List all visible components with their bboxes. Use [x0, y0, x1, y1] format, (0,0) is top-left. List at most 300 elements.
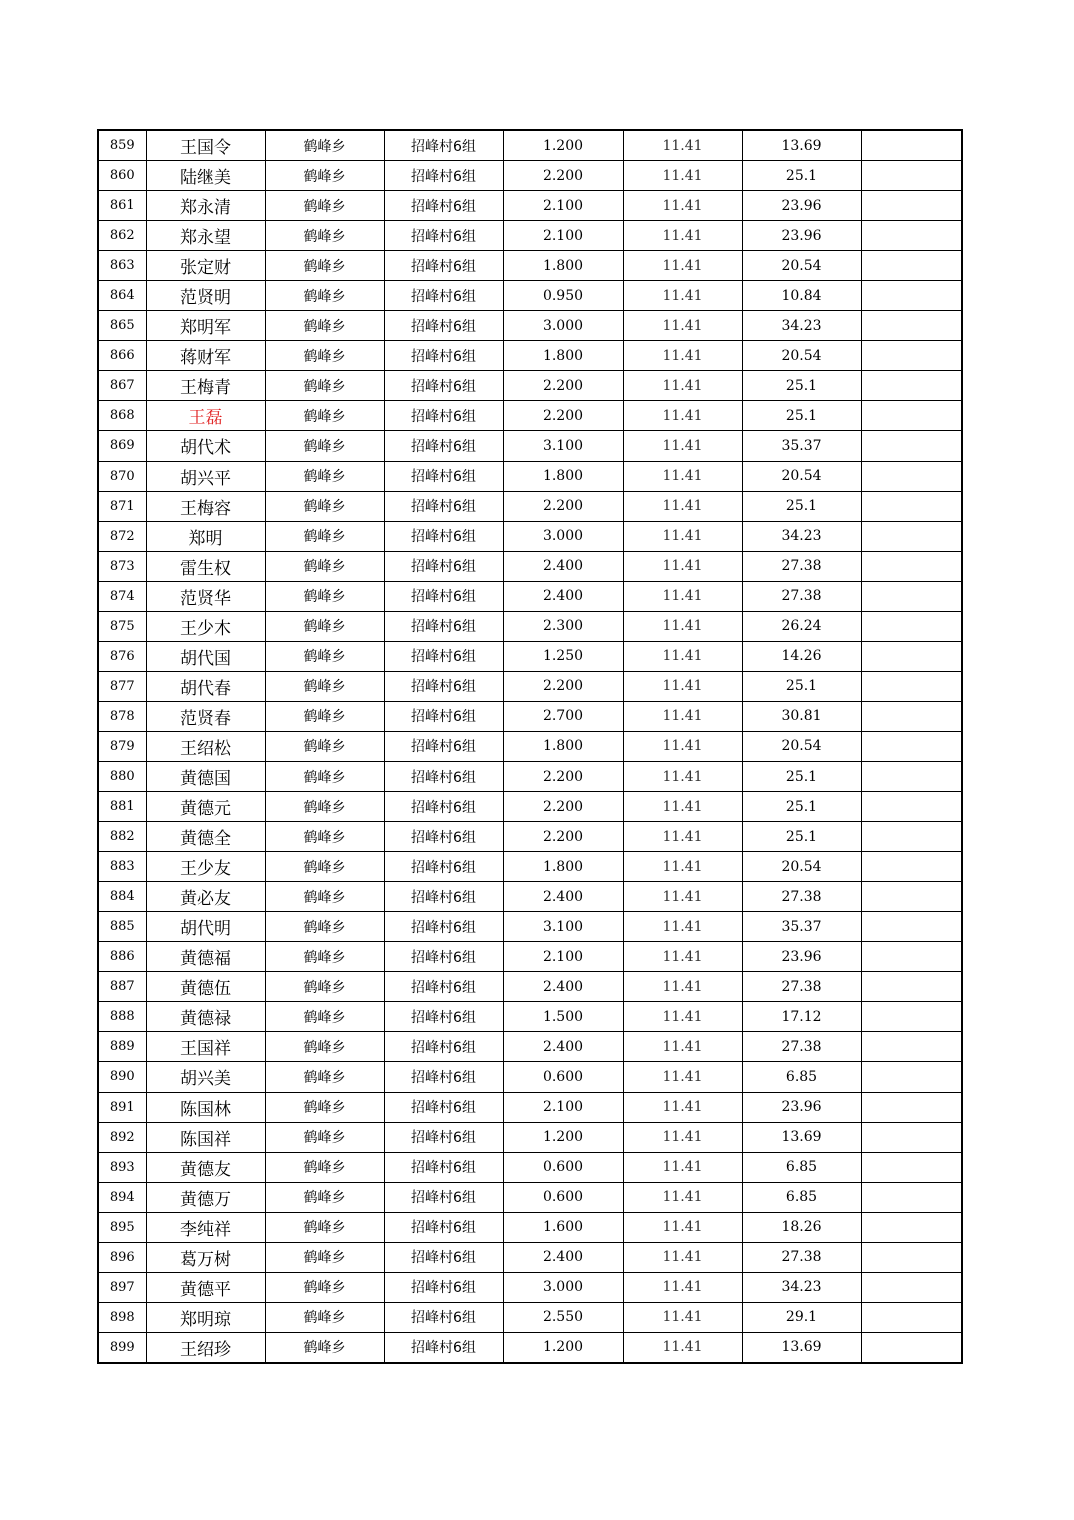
village-group-cell: 招峰村6组	[384, 581, 503, 611]
name-cell: 胡兴平	[146, 461, 265, 491]
name-cell: 郑明	[146, 521, 265, 551]
amount-cell: 34.23	[742, 1272, 861, 1302]
rate-cell: 11.41	[623, 130, 742, 161]
note-cell	[861, 191, 962, 221]
village-group-cell: 招峰村6组	[384, 1212, 503, 1242]
table-row	[98, 221, 962, 251]
row-number-cell: 884	[98, 882, 146, 912]
name-cell: 黄德万	[146, 1182, 265, 1212]
area-cell: 2.300	[503, 611, 623, 641]
township-cell: 鹤峰乡	[265, 341, 384, 371]
area-cell: 2.100	[503, 1092, 623, 1122]
note-cell	[861, 761, 962, 791]
township-cell: 鹤峰乡	[265, 882, 384, 912]
village-group-cell: 招峰村6组	[384, 611, 503, 641]
table-row	[98, 731, 962, 761]
note-cell	[861, 461, 962, 491]
township-cell: 鹤峰乡	[265, 1002, 384, 1032]
village-group-cell: 招峰村6组	[384, 1302, 503, 1332]
amount-cell: 25.1	[742, 371, 861, 401]
rate-cell: 11.41	[623, 431, 742, 461]
note-cell	[861, 1272, 962, 1302]
note-cell	[861, 221, 962, 251]
rate-cell: 11.41	[623, 942, 742, 972]
row-number-cell: 899	[98, 1332, 146, 1363]
amount-cell: 26.24	[742, 611, 861, 641]
note-cell	[861, 1242, 962, 1272]
note-cell	[861, 852, 962, 882]
village-group-cell: 招峰村6组	[384, 221, 503, 251]
area-cell: 2.200	[503, 761, 623, 791]
area-cell: 3.000	[503, 311, 623, 341]
table-row	[98, 130, 962, 161]
rate-cell: 11.41	[623, 1002, 742, 1032]
row-number-cell: 897	[98, 1272, 146, 1302]
name-cell: 陈国林	[146, 1092, 265, 1122]
amount-cell: 13.69	[742, 1122, 861, 1152]
village-group-cell: 招峰村6组	[384, 191, 503, 221]
township-cell: 鹤峰乡	[265, 792, 384, 822]
table-row	[98, 611, 962, 641]
note-cell	[861, 1092, 962, 1122]
rate-cell: 11.41	[623, 822, 742, 852]
area-cell: 1.800	[503, 461, 623, 491]
amount-cell: 20.54	[742, 731, 861, 761]
village-group-cell: 招峰村6组	[384, 1182, 503, 1212]
township-cell: 鹤峰乡	[265, 671, 384, 701]
township-cell: 鹤峰乡	[265, 371, 384, 401]
table-row	[98, 671, 962, 701]
rate-cell: 11.41	[623, 611, 742, 641]
row-number-cell: 879	[98, 731, 146, 761]
note-cell	[861, 1182, 962, 1212]
amount-cell: 27.38	[742, 972, 861, 1002]
village-group-cell: 招峰村6组	[384, 281, 503, 311]
township-cell: 鹤峰乡	[265, 431, 384, 461]
name-cell: 李纯祥	[146, 1212, 265, 1242]
table-row	[98, 521, 962, 551]
name-cell: 王梅青	[146, 371, 265, 401]
name-cell: 王少友	[146, 852, 265, 882]
township-cell: 鹤峰乡	[265, 551, 384, 581]
amount-cell: 34.23	[742, 521, 861, 551]
area-cell: 2.400	[503, 1242, 623, 1272]
name-cell: 郑永清	[146, 191, 265, 221]
village-group-cell: 招峰村6组	[384, 731, 503, 761]
table-row	[98, 1062, 962, 1092]
area-cell: 2.400	[503, 551, 623, 581]
row-number-cell: 861	[98, 191, 146, 221]
township-cell: 鹤峰乡	[265, 1332, 384, 1363]
row-number-cell: 882	[98, 822, 146, 852]
amount-cell: 23.96	[742, 191, 861, 221]
rate-cell: 11.41	[623, 1032, 742, 1062]
rate-cell: 11.41	[623, 671, 742, 701]
note-cell	[861, 371, 962, 401]
rate-cell: 11.41	[623, 761, 742, 791]
amount-cell: 20.54	[742, 341, 861, 371]
table-row	[98, 1212, 962, 1242]
row-number-cell: 880	[98, 761, 146, 791]
area-cell: 2.200	[503, 822, 623, 852]
village-group-cell: 招峰村6组	[384, 1092, 503, 1122]
rate-cell: 11.41	[623, 1332, 742, 1363]
row-number-cell: 876	[98, 641, 146, 671]
note-cell	[861, 1062, 962, 1092]
rate-cell: 11.41	[623, 852, 742, 882]
name-cell: 陈国祥	[146, 1122, 265, 1152]
area-cell: 0.600	[503, 1062, 623, 1092]
area-cell: 0.600	[503, 1182, 623, 1212]
note-cell	[861, 1002, 962, 1032]
row-number-cell: 877	[98, 671, 146, 701]
row-number-cell: 866	[98, 341, 146, 371]
note-cell	[861, 1212, 962, 1242]
village-group-cell: 招峰村6组	[384, 1032, 503, 1062]
area-cell: 1.200	[503, 1122, 623, 1152]
rate-cell: 11.41	[623, 521, 742, 551]
note-cell	[861, 251, 962, 281]
table-row	[98, 1152, 962, 1182]
township-cell: 鹤峰乡	[265, 1212, 384, 1242]
name-cell: 王国令	[146, 130, 265, 161]
area-cell: 2.400	[503, 882, 623, 912]
note-cell	[861, 1302, 962, 1332]
name-cell: 黄德元	[146, 792, 265, 822]
village-group-cell: 招峰村6组	[384, 671, 503, 701]
row-number-cell: 868	[98, 401, 146, 431]
area-cell: 2.400	[503, 1032, 623, 1062]
rate-cell: 11.41	[623, 551, 742, 581]
area-cell: 1.500	[503, 1002, 623, 1032]
township-cell: 鹤峰乡	[265, 191, 384, 221]
note-cell	[861, 130, 962, 161]
amount-cell: 27.38	[742, 1242, 861, 1272]
area-cell: 2.200	[503, 371, 623, 401]
row-number-cell: 875	[98, 611, 146, 641]
area-cell: 1.600	[503, 1212, 623, 1242]
amount-cell: 10.84	[742, 281, 861, 311]
rate-cell: 11.41	[623, 972, 742, 1002]
rate-cell: 11.41	[623, 461, 742, 491]
table-row	[98, 191, 962, 221]
row-number-cell: 870	[98, 461, 146, 491]
rate-cell: 11.41	[623, 221, 742, 251]
village-group-cell: 招峰村6组	[384, 251, 503, 281]
township-cell: 鹤峰乡	[265, 581, 384, 611]
table-row	[98, 251, 962, 281]
village-group-cell: 招峰村6组	[384, 1152, 503, 1182]
township-cell: 鹤峰乡	[265, 641, 384, 671]
name-cell: 胡代明	[146, 912, 265, 942]
rate-cell: 11.41	[623, 371, 742, 401]
village-group-cell: 招峰村6组	[384, 371, 503, 401]
name-cell: 黄德禄	[146, 1002, 265, 1032]
amount-cell: 25.1	[742, 761, 861, 791]
township-cell: 鹤峰乡	[265, 852, 384, 882]
amount-cell: 25.1	[742, 161, 861, 191]
rate-cell: 11.41	[623, 1212, 742, 1242]
data-table	[97, 129, 963, 1364]
note-cell	[861, 912, 962, 942]
village-group-cell: 招峰村6组	[384, 822, 503, 852]
township-cell: 鹤峰乡	[265, 611, 384, 641]
rate-cell: 11.41	[623, 882, 742, 912]
table-body	[98, 130, 962, 1363]
village-group-cell: 招峰村6组	[384, 431, 503, 461]
rate-cell: 11.41	[623, 731, 742, 761]
note-cell	[861, 882, 962, 912]
rate-cell: 11.41	[623, 1242, 742, 1272]
village-group-cell: 招峰村6组	[384, 1272, 503, 1302]
amount-cell: 23.96	[742, 1092, 861, 1122]
table-row	[98, 701, 962, 731]
village-group-cell: 招峰村6组	[384, 701, 503, 731]
row-number-cell: 892	[98, 1122, 146, 1152]
table-row	[98, 1272, 962, 1302]
area-cell: 1.800	[503, 251, 623, 281]
table-row	[98, 1332, 962, 1363]
township-cell: 鹤峰乡	[265, 972, 384, 1002]
table-row	[98, 761, 962, 791]
village-group-cell: 招峰村6组	[384, 1332, 503, 1363]
name-cell: 蒋财军	[146, 341, 265, 371]
village-group-cell: 招峰村6组	[384, 161, 503, 191]
row-number-cell: 886	[98, 942, 146, 972]
note-cell	[861, 1152, 962, 1182]
note-cell	[861, 1122, 962, 1152]
township-cell: 鹤峰乡	[265, 822, 384, 852]
table-row	[98, 1302, 962, 1332]
township-cell: 鹤峰乡	[265, 281, 384, 311]
row-number-cell: 888	[98, 1002, 146, 1032]
amount-cell: 27.38	[742, 551, 861, 581]
rate-cell: 11.41	[623, 341, 742, 371]
name-cell: 黄必友	[146, 882, 265, 912]
township-cell: 鹤峰乡	[265, 161, 384, 191]
rate-cell: 11.41	[623, 1062, 742, 1092]
note-cell	[861, 611, 962, 641]
township-cell: 鹤峰乡	[265, 1302, 384, 1332]
area-cell: 2.200	[503, 161, 623, 191]
table-row	[98, 912, 962, 942]
row-number-cell: 885	[98, 912, 146, 942]
table-row	[98, 491, 962, 521]
township-cell: 鹤峰乡	[265, 731, 384, 761]
area-cell: 3.000	[503, 521, 623, 551]
amount-cell: 25.1	[742, 822, 861, 852]
amount-cell: 23.96	[742, 221, 861, 251]
row-number-cell: 890	[98, 1062, 146, 1092]
village-group-cell: 招峰村6组	[384, 972, 503, 1002]
table-row	[98, 822, 962, 852]
area-cell: 2.100	[503, 221, 623, 251]
note-cell	[861, 972, 962, 1002]
township-cell: 鹤峰乡	[265, 1242, 384, 1272]
area-cell: 3.100	[503, 912, 623, 942]
row-number-cell: 896	[98, 1242, 146, 1272]
row-number-cell: 887	[98, 972, 146, 1002]
table-row	[98, 461, 962, 491]
amount-cell: 13.69	[742, 1332, 861, 1363]
village-group-cell: 招峰村6组	[384, 912, 503, 942]
row-number-cell: 891	[98, 1092, 146, 1122]
note-cell	[861, 822, 962, 852]
rate-cell: 11.41	[623, 401, 742, 431]
name-cell: 张定财	[146, 251, 265, 281]
table-row	[98, 581, 962, 611]
area-cell: 1.800	[503, 731, 623, 761]
name-cell: 郑永望	[146, 221, 265, 251]
table-row	[98, 1242, 962, 1272]
township-cell: 鹤峰乡	[265, 521, 384, 551]
township-cell: 鹤峰乡	[265, 401, 384, 431]
township-cell: 鹤峰乡	[265, 221, 384, 251]
row-number-cell: 893	[98, 1152, 146, 1182]
name-cell: 黄德平	[146, 1272, 265, 1302]
village-group-cell: 招峰村6组	[384, 311, 503, 341]
note-cell	[861, 942, 962, 972]
note-cell	[861, 521, 962, 551]
row-number-cell: 878	[98, 701, 146, 731]
rate-cell: 11.41	[623, 311, 742, 341]
rate-cell: 11.41	[623, 491, 742, 521]
name-cell: 雷生权	[146, 551, 265, 581]
area-cell: 2.100	[503, 191, 623, 221]
name-cell: 胡代术	[146, 431, 265, 461]
row-number-cell: 894	[98, 1182, 146, 1212]
area-cell: 2.400	[503, 972, 623, 1002]
township-cell: 鹤峰乡	[265, 1152, 384, 1182]
village-group-cell: 招峰村6组	[384, 401, 503, 431]
village-group-cell: 招峰村6组	[384, 942, 503, 972]
township-cell: 鹤峰乡	[265, 311, 384, 341]
table-row	[98, 401, 962, 431]
rate-cell: 11.41	[623, 191, 742, 221]
name-cell: 郑明琼	[146, 1302, 265, 1332]
area-cell: 0.950	[503, 281, 623, 311]
area-cell: 2.200	[503, 491, 623, 521]
row-number-cell: 862	[98, 221, 146, 251]
area-cell: 1.800	[503, 341, 623, 371]
note-cell	[861, 161, 962, 191]
note-cell	[861, 281, 962, 311]
amount-cell: 17.12	[742, 1002, 861, 1032]
note-cell	[861, 792, 962, 822]
amount-cell: 20.54	[742, 461, 861, 491]
note-cell	[861, 401, 962, 431]
note-cell	[861, 431, 962, 461]
area-cell: 2.200	[503, 671, 623, 701]
name-cell: 胡代国	[146, 641, 265, 671]
row-number-cell: 869	[98, 431, 146, 461]
township-cell: 鹤峰乡	[265, 912, 384, 942]
name-cell: 王磊	[146, 401, 265, 431]
name-cell: 王绍珍	[146, 1332, 265, 1363]
table-row	[98, 281, 962, 311]
table-row	[98, 1002, 962, 1032]
area-cell: 1.200	[503, 1332, 623, 1363]
amount-cell: 25.1	[742, 671, 861, 701]
village-group-cell: 招峰村6组	[384, 1122, 503, 1152]
amount-cell: 25.1	[742, 491, 861, 521]
name-cell: 范贤华	[146, 581, 265, 611]
township-cell: 鹤峰乡	[265, 491, 384, 521]
area-cell: 2.100	[503, 942, 623, 972]
name-cell: 黄德伍	[146, 972, 265, 1002]
village-group-cell: 招峰村6组	[384, 1002, 503, 1032]
note-cell	[861, 581, 962, 611]
township-cell: 鹤峰乡	[265, 761, 384, 791]
rate-cell: 11.41	[623, 581, 742, 611]
rate-cell: 11.41	[623, 1122, 742, 1152]
table-row	[98, 882, 962, 912]
row-number-cell: 860	[98, 161, 146, 191]
village-group-cell: 招峰村6组	[384, 1242, 503, 1272]
amount-cell: 34.23	[742, 311, 861, 341]
name-cell: 王绍松	[146, 731, 265, 761]
table-row	[98, 792, 962, 822]
table-row	[98, 641, 962, 671]
table-row	[98, 1182, 962, 1212]
note-cell	[861, 1332, 962, 1363]
note-cell	[861, 731, 962, 761]
township-cell: 鹤峰乡	[265, 942, 384, 972]
note-cell	[861, 341, 962, 371]
amount-cell: 14.26	[742, 641, 861, 671]
area-cell: 3.100	[503, 431, 623, 461]
village-group-cell: 招峰村6组	[384, 341, 503, 371]
name-cell: 郑明军	[146, 311, 265, 341]
rate-cell: 11.41	[623, 161, 742, 191]
area-cell: 1.200	[503, 130, 623, 161]
name-cell: 黄德友	[146, 1152, 265, 1182]
township-cell: 鹤峰乡	[265, 251, 384, 281]
rate-cell: 11.41	[623, 912, 742, 942]
row-number-cell: 872	[98, 521, 146, 551]
table-row	[98, 852, 962, 882]
row-number-cell: 889	[98, 1032, 146, 1062]
amount-cell: 23.96	[742, 942, 861, 972]
table-row	[98, 942, 962, 972]
row-number-cell: 898	[98, 1302, 146, 1332]
amount-cell: 25.1	[742, 401, 861, 431]
note-cell	[861, 1032, 962, 1062]
note-cell	[861, 551, 962, 581]
area-cell: 2.700	[503, 701, 623, 731]
row-number-cell: 883	[98, 852, 146, 882]
rate-cell: 11.41	[623, 1272, 742, 1302]
rate-cell: 11.41	[623, 251, 742, 281]
row-number-cell: 867	[98, 371, 146, 401]
village-group-cell: 招峰村6组	[384, 792, 503, 822]
village-group-cell: 招峰村6组	[384, 521, 503, 551]
amount-cell: 25.1	[742, 792, 861, 822]
row-number-cell: 873	[98, 551, 146, 581]
village-group-cell: 招峰村6组	[384, 761, 503, 791]
area-cell: 2.200	[503, 792, 623, 822]
area-cell: 2.550	[503, 1302, 623, 1332]
township-cell: 鹤峰乡	[265, 1182, 384, 1212]
amount-cell: 6.85	[742, 1152, 861, 1182]
note-cell	[861, 671, 962, 701]
township-cell: 鹤峰乡	[265, 1122, 384, 1152]
amount-cell: 27.38	[742, 581, 861, 611]
note-cell	[861, 641, 962, 671]
amount-cell: 35.37	[742, 431, 861, 461]
area-cell: 2.400	[503, 581, 623, 611]
rate-cell: 11.41	[623, 701, 742, 731]
